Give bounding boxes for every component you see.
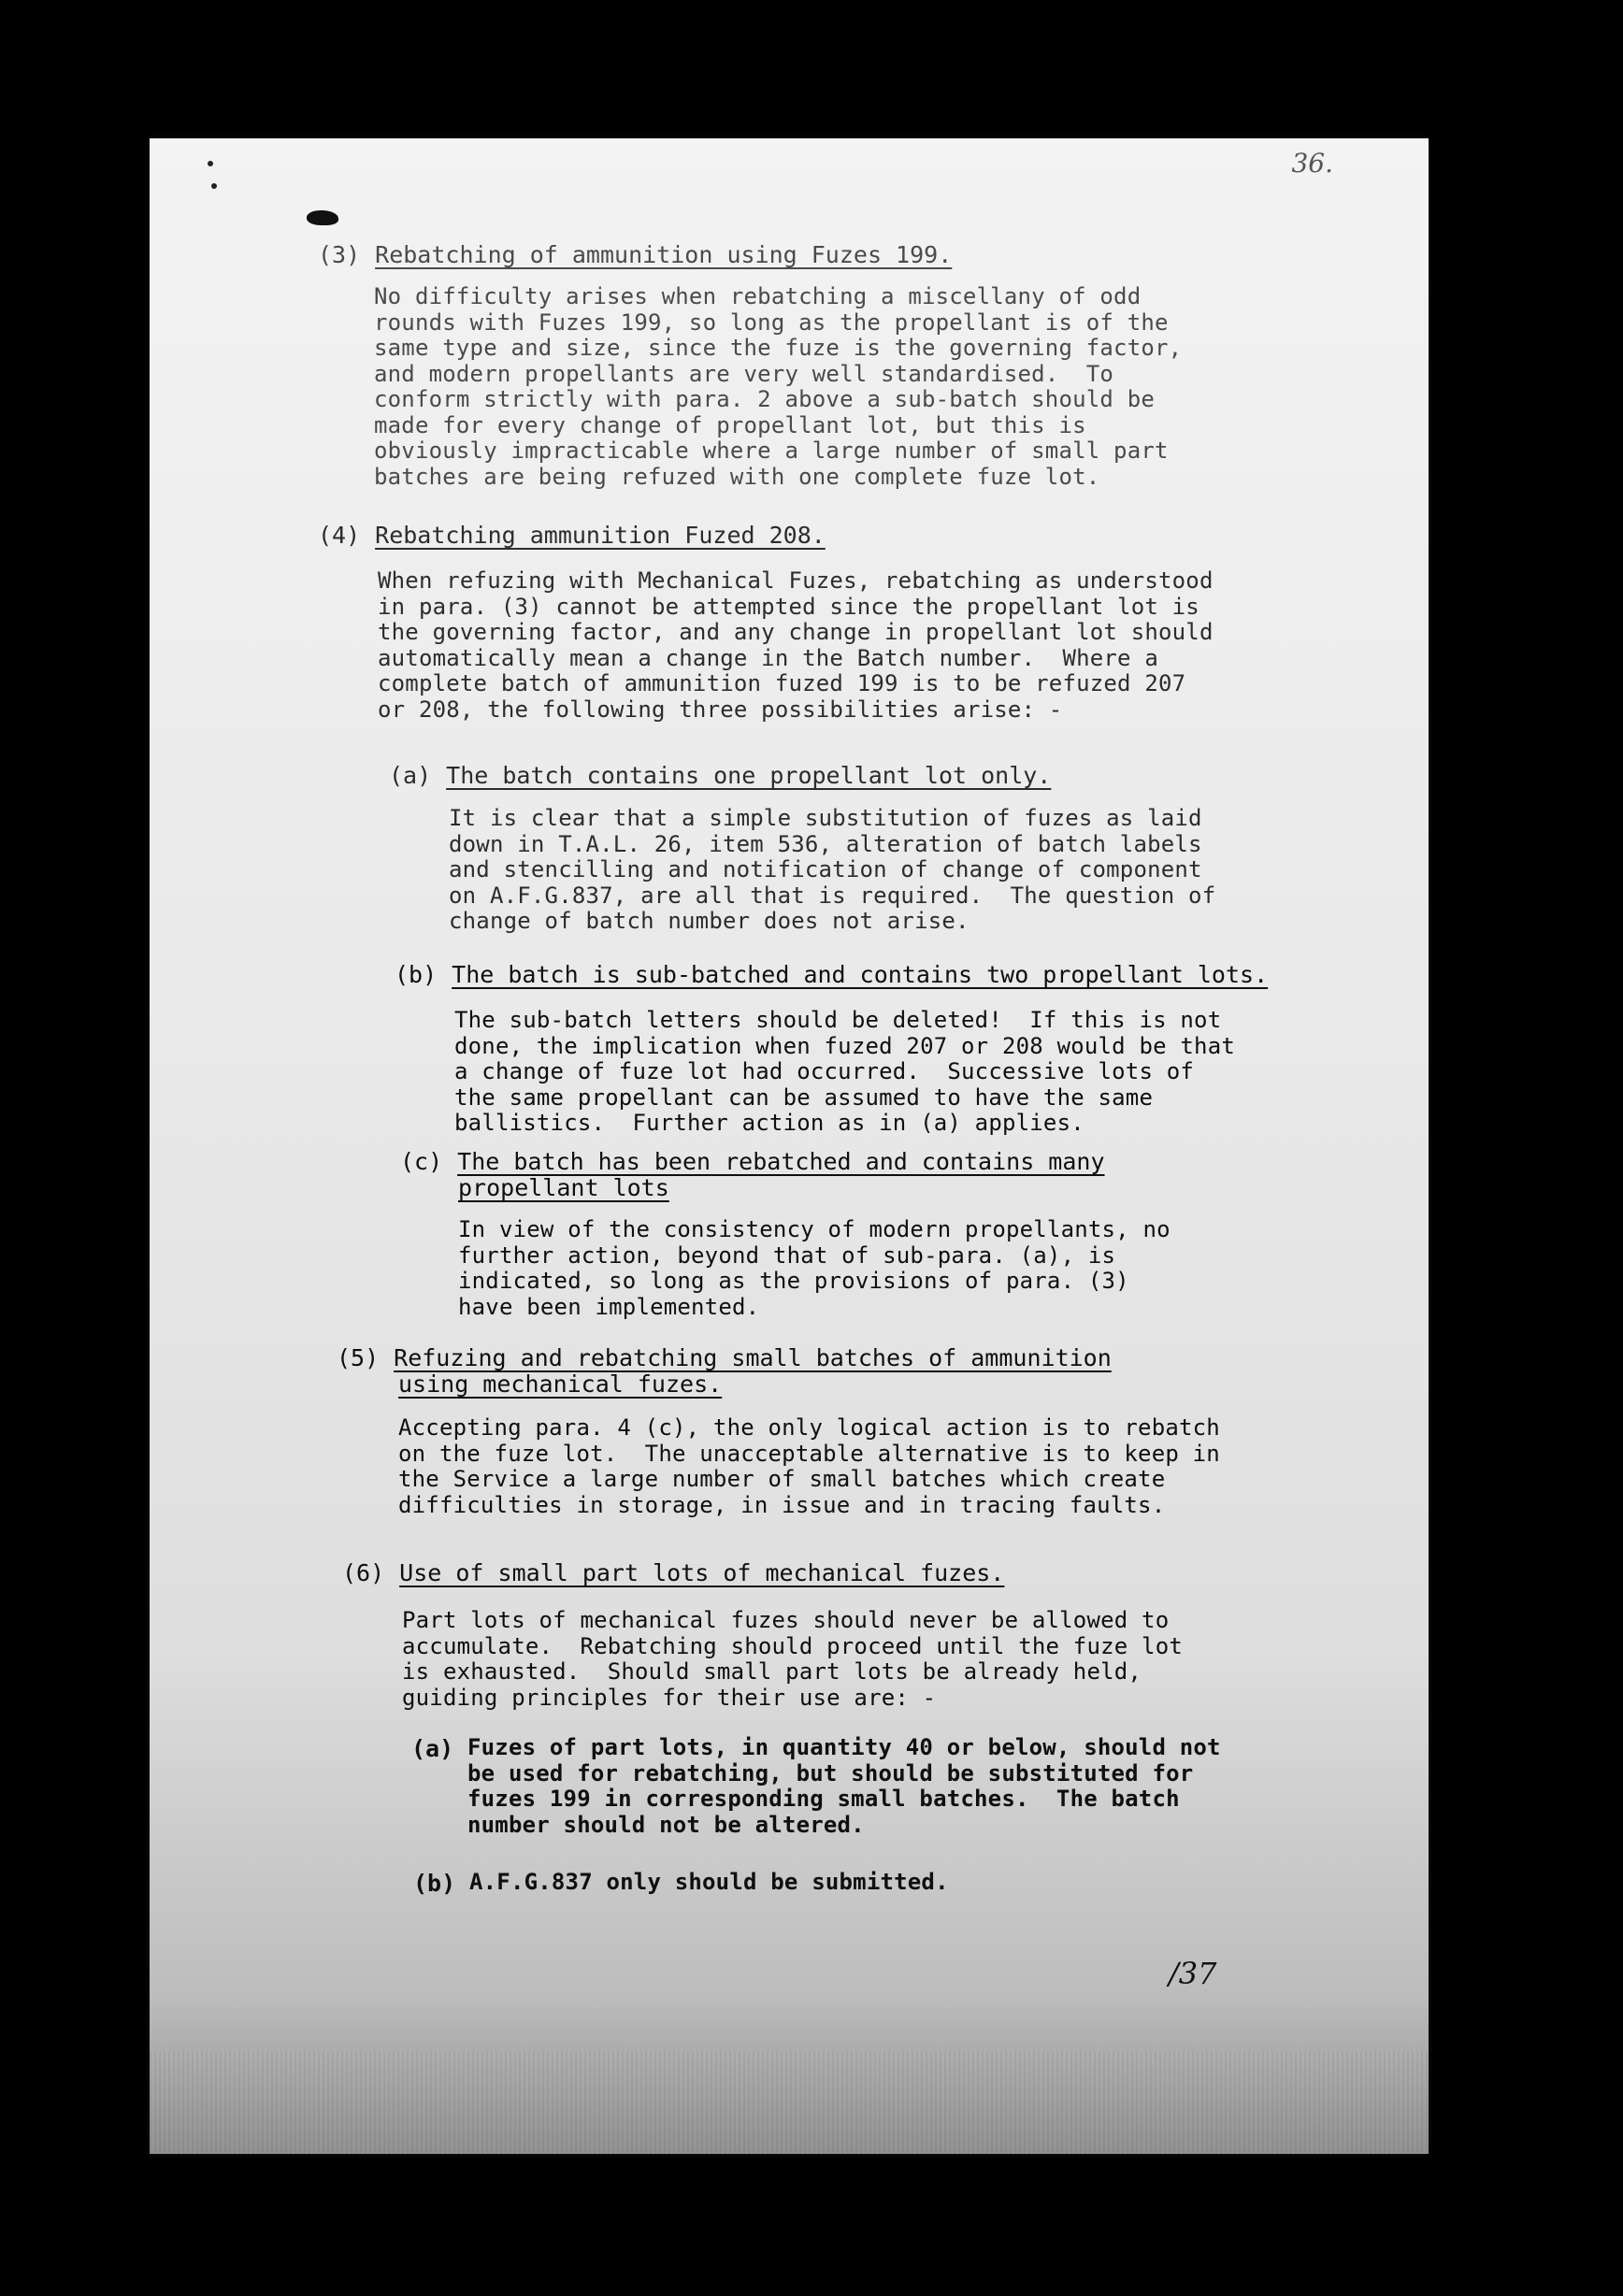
subsection-title: The batch is sub-batched and contains two propellant lots.	[452, 961, 1269, 988]
subsection-6a-body: Fuzes of part lots, in quantity 40 or below, should not be used for rebatching, but should be substituted for fuzes 199 in corresponding small batches. The batch number should not be altered.	[467, 1734, 1221, 1838]
subsection-number: (a)	[411, 1735, 454, 1762]
subsection-number: (b)	[395, 961, 438, 988]
subsection-6b-body: A.F.G.837 only should be submitted.	[469, 1869, 949, 1895]
subsection-title-line-1: The batch has been rebatched and contains many	[457, 1148, 1105, 1175]
margin-dot	[211, 183, 217, 189]
section-6-heading	[342, 1559, 1004, 1587]
subsection-6b-number	[413, 1870, 470, 1898]
section-number: (3)	[318, 241, 361, 268]
section-number: (4)	[318, 522, 361, 549]
subsection-number: (c)	[400, 1148, 443, 1175]
margin-dot	[208, 161, 213, 166]
section-title: Rebatching of ammunition using Fuzes 199.	[375, 241, 953, 268]
section-6-body: Part lots of mechanical fuzes should never be allowed to accumulate. Rebatching should proceed until the fuze lot is exhausted. Should small part lots be already held, guiding principles for their use are: -	[402, 1607, 1184, 1711]
subsection-4c-body: In view of the consistency of modern propellants, no further action, beyond that of sub-para. (a), is indicated, so long as the provisions of para. (3) have been implemented.	[458, 1216, 1171, 1320]
section-4-heading	[318, 522, 826, 550]
subsection-title: The batch contains one propellant lot only.	[446, 762, 1052, 789]
section-title: Use of small part lots of mechanical fuzes.	[399, 1559, 1005, 1586]
subsection-4b-body: The sub-batch letters should be deleted! If this is not done, the implication when fuzed 207 or 208 would be that a change of fuze lot had occurred. Successive lots of the same propellant can be assumed to have the same ballistics. Further action as in (a) applies.	[454, 1007, 1236, 1136]
page-number: 36.	[1291, 148, 1333, 179]
subsection-number: (a)	[389, 762, 432, 789]
subsection-4a-body: It is clear that a simple substitution of fuzes as laid down in T.A.L. 26, item 536, alteration of batch labels and stencilling and notification of change of component on A.F.G.837, are all that is required. The question of change of batch number does not arise.	[449, 805, 1216, 934]
subsection-4c-heading-line-2	[458, 1174, 669, 1202]
page-bottom-shading	[150, 2051, 1429, 2154]
document-page	[150, 138, 1429, 2154]
section-3-body: No difficulty arises when rebatching a miscellany of odd rounds with Fuzes 199, so long as the propellant is of the same type and size, since the fuze is the governing factor, and modern propellants are very well standardised. To conform strictly with para. 2 above a sub-batch should be made for every change of propellant lot, but this is obviously impracticable where a large number of small part batches are being refuzed with one complete fuze lot.	[374, 283, 1183, 490]
section-title-line-2: using mechanical fuzes.	[398, 1370, 723, 1398]
ink-blot-mark	[307, 210, 338, 225]
section-number: (5)	[337, 1344, 380, 1371]
subsection-title-line-2: propellant lots	[458, 1174, 669, 1201]
section-5-body: Accepting para. 4 (c), the only logical action is to rebatch on the fuze lot. The unacceptable alternative is to keep in the Service a large number of small batches which create difficulties in storage, in issue and in tracing faults.	[398, 1414, 1220, 1518]
subsection-4c-heading	[400, 1148, 1105, 1176]
subsection-4a-heading	[389, 762, 1051, 790]
subsection-4b-heading	[395, 961, 1268, 989]
section-title: Rebatching ammunition Fuzed 208.	[375, 522, 826, 549]
folio-number: /37	[1169, 1956, 1217, 1991]
section-3-heading	[318, 241, 952, 269]
subsection-6a-number	[411, 1735, 468, 1763]
section-4-body: When refuzing with Mechanical Fuzes, rebatching as understood in para. (3) cannot be attempted since the propellant lot is the governing factor, and any change in propellant lot should automatically mean a change in the Batch number. Where a complete batch of ammunition fuzed 199 is to be refuzed 207 or 208, the following three possibilities arise: -	[378, 567, 1214, 723]
section-number: (6)	[342, 1559, 385, 1586]
section-5-heading-line-2	[398, 1370, 722, 1399]
subsection-number: (b)	[413, 1870, 456, 1897]
section-5-heading	[337, 1344, 1112, 1372]
section-title-line-1: Refuzing and rebatching small batches of ammunition	[394, 1344, 1112, 1371]
